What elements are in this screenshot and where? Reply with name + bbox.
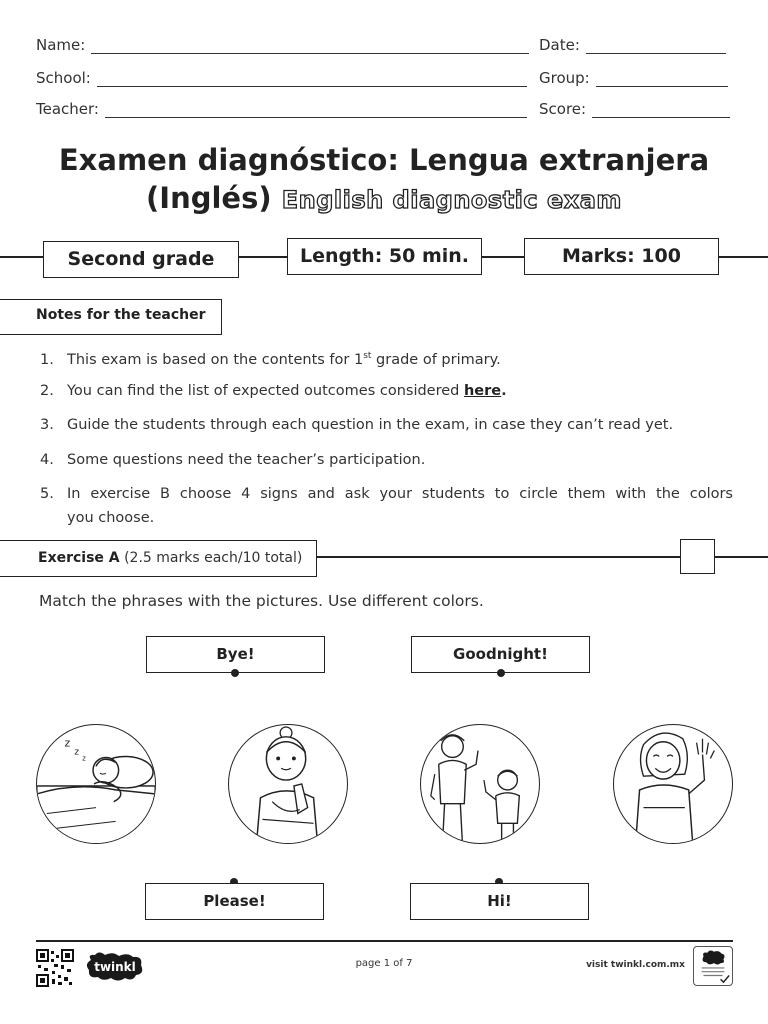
school-field[interactable] bbox=[36, 69, 527, 87]
exercise-a-label: Exercise A bbox=[38, 550, 120, 566]
phrase-please[interactable]: Please! bbox=[145, 883, 324, 920]
date-field[interactable] bbox=[539, 36, 726, 54]
svg-text:z: z bbox=[82, 754, 86, 763]
note-4-text: Some questions need the teacher’s participation. bbox=[67, 452, 426, 468]
sleeping-child-icon bbox=[37, 725, 155, 843]
quality-badge-icon bbox=[693, 946, 733, 986]
marks-box: Marks: 100 bbox=[524, 238, 719, 275]
teacher-field[interactable] bbox=[36, 100, 527, 118]
note-5-text: In exercise B choose 4 signs and ask your students to circle them with the colors bbox=[67, 486, 733, 502]
name-label: Name: bbox=[36, 36, 86, 54]
name-line[interactable] bbox=[91, 40, 529, 54]
outcomes-link[interactable]: here bbox=[463, 383, 502, 399]
phrase-bye-dot[interactable] bbox=[231, 669, 239, 677]
exam-title-english: English diagnostic exam bbox=[281, 186, 622, 214]
note-2-text: You can find the list of expected outcomes considered bbox=[67, 383, 464, 399]
score-line[interactable] bbox=[592, 104, 730, 118]
praying-child-picture[interactable] bbox=[228, 724, 348, 844]
date-line[interactable] bbox=[586, 40, 726, 54]
svg-text:z: z bbox=[74, 747, 80, 758]
phrase-bye[interactable]: Bye! bbox=[146, 636, 325, 673]
exercise-a-marks: (2.5 marks each/10 total) bbox=[124, 550, 303, 566]
note-1-num: 1. bbox=[40, 351, 54, 368]
grade-box: Second grade bbox=[43, 241, 239, 278]
svg-text:z: z bbox=[64, 736, 71, 750]
length-box: Length: 50 min. bbox=[287, 238, 482, 275]
note-3-num: 3. bbox=[40, 417, 54, 433]
note-1-sup: st bbox=[363, 351, 372, 361]
note-4-num: 4. bbox=[40, 452, 54, 468]
footer-divider bbox=[36, 940, 733, 942]
note-5-continuation: you choose. bbox=[67, 510, 155, 526]
note-2 bbox=[40, 379, 733, 403]
waving-family-icon bbox=[421, 725, 539, 843]
score-field[interactable] bbox=[539, 100, 730, 118]
exercise-a-score-box[interactable] bbox=[680, 539, 715, 574]
note-3 bbox=[40, 413, 733, 437]
exercise-a-instruction: Match the phrases with the pictures. Use different colors. bbox=[39, 592, 484, 610]
twinkl-logo-text: twinkl bbox=[94, 960, 136, 974]
phrase-goodnight-dot[interactable] bbox=[497, 669, 505, 677]
waving-girl-icon bbox=[614, 725, 732, 843]
note-1-after: grade of primary. bbox=[371, 351, 501, 368]
note-1 bbox=[40, 344, 733, 372]
sleeping-child-picture[interactable] bbox=[36, 724, 156, 844]
note-5-num: 5. bbox=[40, 486, 54, 502]
notes-heading: Notes for the teacher bbox=[0, 299, 222, 335]
phrase-hi[interactable]: Hi! bbox=[410, 883, 589, 920]
note-2-after: . bbox=[501, 383, 507, 399]
note-1-text: This exam is based on the contents for 1 bbox=[67, 351, 364, 368]
visit-link[interactable]: visit twinkl.com.mx bbox=[586, 960, 685, 970]
phrase-goodnight[interactable]: Goodnight! bbox=[411, 636, 590, 673]
waving-family-picture[interactable] bbox=[420, 724, 540, 844]
note-5 bbox=[40, 482, 733, 530]
note-3-text: Guide the students through each question in the exam, in case they can’t read yet. bbox=[67, 417, 674, 433]
date-label: Date: bbox=[539, 36, 580, 54]
note-2-num: 2. bbox=[40, 383, 54, 399]
group-label: Group: bbox=[539, 69, 590, 87]
school-line[interactable] bbox=[97, 73, 527, 87]
score-label: Score: bbox=[539, 100, 587, 118]
group-line[interactable] bbox=[596, 73, 728, 87]
school-label: School: bbox=[36, 69, 91, 87]
praying-child-icon bbox=[229, 725, 347, 843]
exam-title-line1: Examen diagnóstico: Lengua extranjera bbox=[58, 143, 710, 177]
exam-title-ingles: (Inglés) bbox=[146, 181, 272, 215]
teacher-label: Teacher: bbox=[36, 100, 99, 118]
page-number: page 1 of 7 bbox=[355, 958, 413, 969]
waving-girl-picture[interactable] bbox=[613, 724, 733, 844]
exercise-a-heading bbox=[0, 540, 317, 577]
exam-title-line2 bbox=[0, 180, 768, 218]
name-field[interactable] bbox=[36, 36, 529, 54]
teacher-line[interactable] bbox=[105, 104, 527, 118]
note-4 bbox=[40, 448, 733, 472]
group-field[interactable] bbox=[539, 69, 728, 87]
